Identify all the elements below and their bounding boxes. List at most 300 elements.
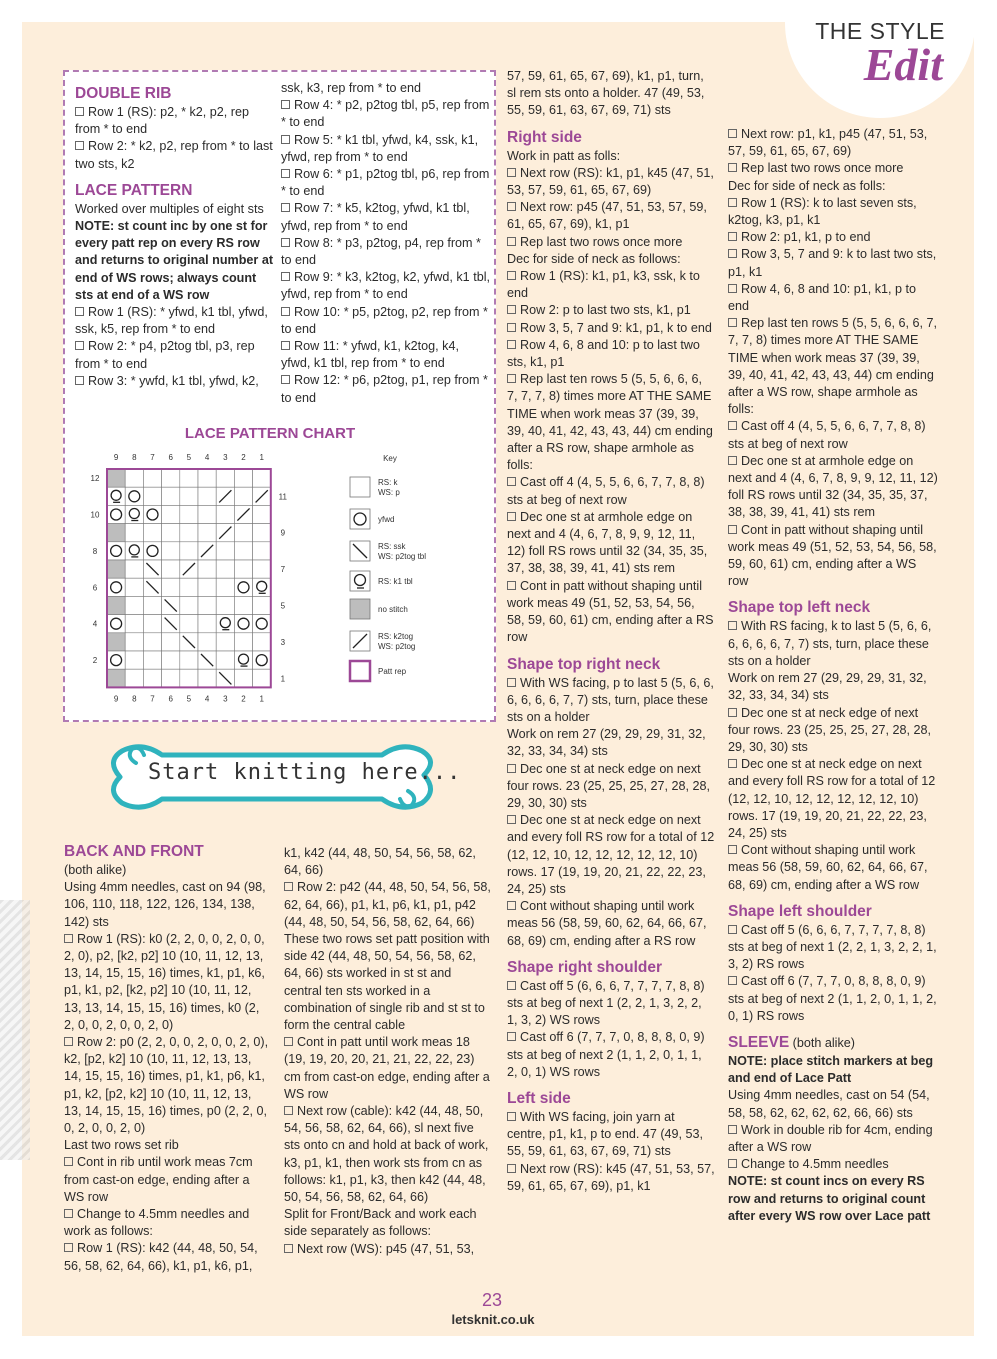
chart-cell xyxy=(216,578,234,596)
pattern-line xyxy=(507,726,715,760)
start-knitting-text: Start knitting here... xyxy=(148,760,462,785)
chart-cell xyxy=(234,524,252,542)
pattern-line-text: Split for Front/Back and work each side separately as follows: xyxy=(284,1207,477,1239)
pattern-line xyxy=(507,578,715,647)
checkbox-icon xyxy=(284,1037,293,1046)
pattern-line-text: Rep last two rows once more xyxy=(741,161,904,176)
lace-intro: Worked over multiples of eight sts xyxy=(75,201,264,216)
pattern-line-text: Row 3, 5, 7 and 9: k1, p1, k to end xyxy=(520,320,712,335)
pattern-line xyxy=(507,509,715,578)
checkbox-icon xyxy=(507,901,516,910)
pattern-line xyxy=(728,229,940,246)
chart-cell xyxy=(143,633,161,651)
section-heading: Right side xyxy=(507,128,582,146)
pattern-line xyxy=(728,160,940,177)
pattern-line xyxy=(64,1034,269,1137)
chart-cell xyxy=(180,505,198,523)
badge-title: THE STYLE xyxy=(815,18,945,44)
chart-column-number: 7 xyxy=(150,453,155,462)
chart-cell xyxy=(162,505,180,523)
pattern-line-text: Row 6: * p1, p2tog tbl, p6, rep from * to end xyxy=(281,167,490,199)
key-label: WS: p xyxy=(378,488,400,497)
pattern-line xyxy=(507,675,715,727)
double-rib-heading: DOUBLE RIB xyxy=(75,85,172,102)
pattern-line-text: Cont without shaping until work meas 56 (58, 59, 60, 62, 64, 66, 67, 68, 69) cm, ending after a WS row xyxy=(728,843,928,892)
chart-cell xyxy=(253,615,271,633)
pattern-line-text: Dec one st at armhole edge on next and 4 (4, 6, 7, 8, 9, 9, 12, 11, 12) foll RS rows until 32 (34, 35, 35, 37, 38, 38, 39, 41, 41) sts rem xyxy=(728,453,938,520)
chart-cell xyxy=(143,596,161,614)
pattern-line xyxy=(728,842,940,894)
chart-cell xyxy=(253,469,271,487)
pattern-line xyxy=(728,178,940,195)
pattern-line xyxy=(728,1156,940,1173)
chart-cell xyxy=(107,669,125,687)
checkbox-icon xyxy=(64,1037,73,1046)
checkbox-icon xyxy=(728,759,737,768)
checkbox-icon xyxy=(728,284,737,293)
chart-cell xyxy=(253,505,271,523)
chart-cell xyxy=(162,669,180,687)
pattern-line xyxy=(507,1109,715,1161)
pattern-line xyxy=(728,418,940,452)
back-front-heading: BACK AND FRONT xyxy=(64,843,204,860)
chart-cell xyxy=(107,560,125,578)
chart-cell xyxy=(143,669,161,687)
checkbox-icon xyxy=(281,375,290,384)
checkbox-icon xyxy=(728,163,737,172)
pattern-line-text: Last two rows set rib xyxy=(64,1138,179,1153)
pattern-line xyxy=(281,269,491,303)
pattern-line-text: Cont without shaping until work meas 56 (58, 59, 60, 62, 64, 66, 67, 68, 69) cm, ending after a RS row xyxy=(507,899,707,948)
checkbox-icon xyxy=(728,1125,737,1134)
pattern-line xyxy=(728,195,940,229)
chart-cell xyxy=(216,633,234,651)
pattern-line-text: Row 5: * k1 tbl, yfwd, k4, ssk, k1, yfwd, rep from * to end xyxy=(281,132,479,164)
checkbox-icon xyxy=(64,1157,73,1166)
key-label: RS: k1 tbl xyxy=(378,577,413,586)
chart-cell xyxy=(180,596,198,614)
pattern-line xyxy=(728,1087,940,1121)
checkbox-icon xyxy=(728,1159,737,1168)
checkbox-icon xyxy=(75,107,84,116)
pattern-line-text: Dec one st at neck edge of next four rows. 23 (25, 25, 25, 27, 28, 28, 29, 30, 30) sts xyxy=(728,705,932,754)
chart-cell xyxy=(162,469,180,487)
chart-cell xyxy=(143,542,161,560)
pattern-line-text: Cont in rib until work meas 7cm from cast-on edge, ending after a WS row xyxy=(64,1155,253,1204)
note-text: NOTE: st count incs on every RS row and returns to original count after every WS row over Lace patt xyxy=(728,1174,931,1223)
pattern-line-text: Row 8: * p3, p2tog, p4, rep from * to end xyxy=(281,235,481,268)
checkbox-icon xyxy=(64,934,73,943)
chart-cell xyxy=(143,505,161,523)
pattern-line-text: Cast off 6 (7, 7, 7, 0, 8, 8, 8, 0, 9) sts at beg of next 2 (1, 1, 2, 0, 1, 1, 2, 0, 1) RS rows xyxy=(728,974,937,1023)
chart-cell xyxy=(125,669,143,687)
pattern-line-text: Cast off 5 (6, 6, 6, 7, 7, 7, 7, 8, 8) sts at beg of next 1 (2, 2, 1, 3, 2, 2, 1, 3, 2) RS rows xyxy=(728,922,937,972)
checkbox-icon xyxy=(507,981,516,990)
chart-cell xyxy=(143,651,161,669)
pattern-line-text: Row 4, 6, 8 and 10: p1, k1, p to end xyxy=(728,281,917,314)
chart-cell xyxy=(216,542,234,560)
checkbox-icon xyxy=(507,237,516,246)
section-subheading: (both alike) xyxy=(789,1035,855,1050)
pattern-line-text: Next row (WS): p45 (47, 51, 53, xyxy=(297,1241,475,1256)
pattern-line xyxy=(728,246,940,280)
pattern-line xyxy=(64,1137,269,1154)
pattern-line-text: Using 4mm needles, cast on 54 (54, 58, 58, 62, 62, 62, 62, 66, 66) sts xyxy=(728,1088,930,1120)
pattern-line-text: Cont in patt without shaping until work meas 49 (51, 52, 53, 54, 56, 58, 59, 60, 61) cm, ending after a RS row xyxy=(507,578,714,645)
chart-cell xyxy=(107,633,125,651)
chart-cell xyxy=(162,633,180,651)
chart-column-number: 8 xyxy=(132,453,137,462)
pattern-line xyxy=(281,80,491,97)
pattern-line-text: Row 1 (RS): k0 (2, 2, 0, 0, 2, 0, 0, 2, 0), p2, [k2, p2] 10 (10, 11, 12, 13, 13, 14, 15, 15, 16) times, k1, p1, k6, p1, k1, p2, [k2, p2] 10 (10, 11, 12, 13, 13, 14, 15, 15, 16) times, k0 (2, 2, 0, 0, 2, 0, 0, 2, 0) xyxy=(64,931,265,1032)
chart-column-number: 5 xyxy=(186,453,192,462)
checkbox-icon xyxy=(281,203,290,212)
checkbox-icon xyxy=(284,1244,293,1253)
chart-column-number: 2 xyxy=(241,453,246,462)
pattern-line xyxy=(281,166,491,200)
pattern-line xyxy=(507,148,715,165)
pattern-line xyxy=(728,1122,940,1156)
chart-column-number: 3 xyxy=(223,453,228,462)
pattern-line-text: Work in patt as folls: xyxy=(507,148,621,163)
chart-cell xyxy=(180,669,198,687)
pattern-line-text: Row 3, 5, 7 and 9: k to last two sts, p1, k1 xyxy=(728,247,937,279)
chart-cell xyxy=(107,469,125,487)
pattern-line-text: Change to 4.5mm needles and work as follows: xyxy=(64,1207,250,1239)
pattern-line-text: ssk, k3, rep from * to end xyxy=(281,81,421,95)
chart-cell xyxy=(125,524,143,542)
chart-cell xyxy=(125,596,143,614)
right-left-side-column xyxy=(507,68,715,1195)
pattern-line xyxy=(64,931,269,1034)
pattern-line xyxy=(281,97,491,131)
lace-pattern-chart xyxy=(80,447,480,712)
checkbox-icon xyxy=(507,271,516,280)
chart-cell xyxy=(143,487,161,505)
chart-cell xyxy=(107,615,125,633)
pattern-line-text: Row 3: * ywfd, k1 tbl, yfwd, k2, xyxy=(88,373,259,388)
pattern-line xyxy=(64,1154,269,1206)
pattern-line-text: With WS facing, p to last 5 (5, 6, 6, 6, 6, 6, 6, 7, 7) sts, turn, place these sts on a holder xyxy=(507,675,714,724)
pattern-line-text: Dec one st at neck edge on next four rows. 23 (25, 25, 25, 27, 28, 28, 29, 30, 30) sts xyxy=(507,761,711,810)
chart-cell xyxy=(162,560,180,578)
pattern-line xyxy=(507,234,715,251)
chart-cell xyxy=(216,469,234,487)
pattern-line-text: Cont in patt without shaping until work meas 49 (51, 52, 53, 54, 56, 58, 59, 60, 61) cm, ending after a WS row xyxy=(728,522,937,589)
pattern-line-text: Row 2: p0 (2, 2, 0, 0, 2, 0, 0, 2, 0), k2, [p2, k2] 10 (10, 11, 12, 13, 13, 14, 15, 15, 16) times, p1, k1, p6, k1, p1, k2, [p2, k2] 10 (10, 11, 12, 13, 13, 14, 15, 15, 16) times, p0 (2, 2, 0, 0, 2, 0, 0, 2, 0) xyxy=(64,1035,269,1136)
chart-cell xyxy=(180,542,198,560)
key-swatch xyxy=(350,661,370,681)
chart-cell xyxy=(180,469,198,487)
pattern-line xyxy=(507,978,715,1030)
section-heading: Left side xyxy=(507,1089,571,1107)
pattern-line-text: Rep last ten rows 5 (5, 5, 6, 6, 6, 7, 7, 7, 8) times more AT THE SAME TIME when work meas 37 (39, 39, 39, 40, 41, 42, 43, 43, 44) cm ending after a RS row, shape armhole as folls: xyxy=(507,372,713,473)
pattern-line xyxy=(507,371,715,474)
pattern-line-text: Work on rem 27 (29, 29, 29, 31, 32, 32, 33, 34, 34) sts xyxy=(728,671,927,703)
chart-column-number: 3 xyxy=(223,694,228,704)
checkbox-icon xyxy=(281,100,290,109)
pattern-line-text: These two rows set patt position with side 42 (44, 48, 50, 54, 56, 58, 62, 64, 66) sts worked in st st and central ten sts worked in a combination of single rib and st st to form the central cable xyxy=(284,932,490,1033)
key-label: RS: k xyxy=(378,478,398,487)
pattern-line xyxy=(507,898,715,950)
double-rib-rows xyxy=(75,104,275,173)
lace-note: NOTE: st count inc by one st for every patt rep on every RS row and returns to original number at end of WS rows; always count sts at end of a WS row xyxy=(75,219,274,302)
pattern-line-text: Cast off 4 (4, 5, 5, 6, 6, 7, 7, 8, 8) sts at beg of next row xyxy=(507,475,705,507)
chart-cell xyxy=(162,578,180,596)
chart-cell xyxy=(234,542,252,560)
pattern-line xyxy=(507,302,715,319)
pattern-line xyxy=(728,281,940,315)
chart-cell xyxy=(198,560,216,578)
pattern-line-text: 57, 59, 61, 65, 67, 69), k1, p1, turn, sl rem sts onto a holder. 47 (49, 53, 55, 59, 61, 63, 67, 69, 71) sts xyxy=(507,69,705,118)
checkbox-icon xyxy=(64,1243,73,1252)
checkbox-icon xyxy=(507,168,516,177)
pattern-line-text: Rep last two rows once more xyxy=(520,234,683,249)
pattern-line xyxy=(281,200,491,234)
chart-cell xyxy=(198,469,216,487)
checkbox-icon xyxy=(728,708,737,717)
pattern-line-text: Row 2: p42 (44, 48, 50, 54, 56, 58, 62, 64, 66), p1, k1, p6, k1, p1, p42 (44, 48, 50, 54, 56, 58, 62, 64, 66) xyxy=(284,880,491,929)
checkbox-icon xyxy=(75,141,84,150)
chart-cell xyxy=(198,578,216,596)
pattern-line xyxy=(507,268,715,302)
chart-cell xyxy=(234,669,252,687)
pattern-line xyxy=(507,812,715,898)
chart-cell xyxy=(198,669,216,687)
checkbox-icon xyxy=(75,341,84,350)
chart-cell xyxy=(198,524,216,542)
pattern-line xyxy=(284,845,492,879)
checkbox-icon xyxy=(281,169,290,178)
chart-column-number: 4 xyxy=(204,694,210,704)
checkbox-icon xyxy=(507,1032,516,1041)
key-swatch xyxy=(350,599,370,619)
chart-cell xyxy=(125,633,143,651)
checkbox-icon xyxy=(507,305,516,314)
checkbox-icon xyxy=(507,512,516,521)
key-label: WS: p2tog tbl xyxy=(378,552,427,561)
chart-cell xyxy=(180,615,198,633)
chart-row-number: 1 xyxy=(280,674,286,684)
pattern-line-text: Dec for side of neck as folls: xyxy=(728,178,886,193)
checkbox-icon xyxy=(728,318,737,327)
pattern-line xyxy=(281,304,491,338)
checkbox-icon xyxy=(281,238,290,247)
pattern-line-text: Next row: p45 (47, 51, 53, 57, 59, 61, 65, 67, 69), k1, p1 xyxy=(507,200,707,232)
section-heading: Shape left shoulder xyxy=(728,902,872,920)
checkbox-icon xyxy=(507,323,516,332)
chart-cell xyxy=(198,505,216,523)
chart-column-number: 9 xyxy=(113,694,119,704)
chart-cell xyxy=(125,487,143,505)
pattern-line-text: Next row (RS): k45 (47, 51, 53, 57, 59, 61, 65, 67, 69), p1, k1 xyxy=(507,1161,715,1193)
pattern-line-text: Next row (RS): k1, p1, k45 (47, 51, 53, 57, 59, 61, 65, 67, 69) xyxy=(507,165,714,198)
chart-column-number: 4 xyxy=(204,453,210,462)
key-label: no stitch xyxy=(378,605,408,614)
checkbox-icon xyxy=(507,374,516,383)
chart-column-number: 6 xyxy=(168,694,173,704)
chart-cell xyxy=(125,651,143,669)
pattern-line-text: Row 1 (RS): * yfwd, k1 tbl, yfwd, ssk, k5, rep from * to end xyxy=(75,305,268,337)
checkbox-icon xyxy=(728,249,737,258)
pattern-line xyxy=(507,320,715,337)
pattern-line-text: Row 4, 6, 8 and 10: p to last two sts, k1, p1 xyxy=(507,337,700,370)
chart-cell xyxy=(198,487,216,505)
pattern-line xyxy=(507,337,715,371)
checkbox-icon xyxy=(507,581,516,590)
section-heading: SLEEVE (both alike) xyxy=(728,1033,855,1051)
chart-column-number: 5 xyxy=(186,694,192,704)
chart-cell xyxy=(234,596,252,614)
checkbox-icon xyxy=(64,1209,73,1218)
pattern-line-text: Row 9: * k3, k2tog, k2, yfwd, k1 tbl, yfwd, rep from * to end xyxy=(281,270,490,302)
pattern-line-text: Row 1 (RS): p2, * k2, p2, rep from * to end xyxy=(75,105,249,137)
chart-cell xyxy=(125,469,143,487)
pattern-line xyxy=(507,1029,715,1081)
chart-cell xyxy=(216,560,234,578)
chart-cell xyxy=(253,651,271,669)
chart-cell xyxy=(198,596,216,614)
pattern-line xyxy=(507,68,715,120)
pattern-line-text: Next row (cable): k42 (44, 48, 50, 54, 56, 58, 62, 64, 66), sl next five sts onto cn and hold at back of work, k3, p1, k1, then work sts from cn as follows: k1, p1, k3, then k42 (44, 48, 50, 54, 56, 58, 62, 64, 66) xyxy=(284,1104,489,1205)
pattern-line xyxy=(75,373,275,390)
checkbox-icon xyxy=(281,307,290,316)
key-label: RS: ssk xyxy=(378,542,406,551)
pattern-line-text: Row 2: p to last two sts, k1, p1 xyxy=(520,303,691,318)
photo-edge-decoration xyxy=(0,900,30,1160)
pattern-line xyxy=(75,104,275,138)
chart-cell xyxy=(180,524,198,542)
chart-column-number: 7 xyxy=(150,694,155,704)
back-front-continued xyxy=(284,845,492,1258)
checkbox-icon xyxy=(728,198,737,207)
chart-cell xyxy=(216,651,234,669)
pattern-line xyxy=(728,670,940,704)
key-title: Key xyxy=(383,454,397,463)
pattern-line xyxy=(64,1240,269,1274)
checkbox-icon xyxy=(728,232,737,241)
chart-cell xyxy=(162,524,180,542)
chart-column-number: 2 xyxy=(241,694,246,704)
pattern-line-text: Row 12: * p6, p2tog, p1, rep from * to end xyxy=(281,373,488,405)
chart-cell xyxy=(162,487,180,505)
chart-cell xyxy=(107,524,125,542)
checkbox-icon xyxy=(728,621,737,630)
chart-cell xyxy=(234,633,252,651)
section-heading: Shape top right neck xyxy=(507,655,661,673)
pattern-line-text: Row 1 (RS): k42 (44, 48, 50, 54, 56, 58, 62, 64, 66), k1, p1, k6, p1, xyxy=(64,1241,258,1273)
site-url: letsknit.co.uk xyxy=(451,1312,535,1327)
pattern-line xyxy=(281,338,491,372)
checkbox-icon xyxy=(75,376,84,385)
pattern-line xyxy=(728,315,940,418)
key-swatch xyxy=(350,477,370,497)
chart-cell xyxy=(107,596,125,614)
chart-column-number: 8 xyxy=(132,694,137,704)
lace-rows-continued xyxy=(281,80,491,407)
pattern-line-text: Row 2: * k2, p2, rep from * to last two sts, k2 xyxy=(75,139,273,171)
chart-cell xyxy=(107,578,125,596)
checkbox-icon xyxy=(507,1164,516,1173)
chart-row-number: 10 xyxy=(90,510,100,520)
page-number: 23 xyxy=(481,1290,503,1310)
chart-cell xyxy=(253,633,271,651)
pattern-line-text: Using 4mm needles, cast on 94 (98, 106, 110, 118, 122, 126, 134, 138, 142) sts xyxy=(64,880,266,929)
pattern-line-text: Cont in patt until work meas 18 (19, 19, 20, 20, 21, 21, 22, 22, 23) cm from cast-on edge, ending after a WS row xyxy=(284,1035,490,1101)
pattern-line-text: Next row: p1, k1, p45 (47, 51, 53, 57, 59, 61, 65, 67, 69) xyxy=(728,127,928,159)
pattern-line xyxy=(728,618,940,670)
chart-cell xyxy=(180,487,198,505)
pattern-line xyxy=(284,1034,492,1103)
chart-cell xyxy=(234,615,252,633)
pattern-line xyxy=(728,453,940,522)
chart-row-number: 4 xyxy=(92,619,98,629)
pattern-line xyxy=(284,879,492,931)
checkbox-icon xyxy=(507,202,516,211)
chart-cell xyxy=(180,651,198,669)
pattern-line-text: Row 1 (RS): k1, p1, k3, ssk, k to end xyxy=(507,269,700,301)
key-label: WS: p2tog xyxy=(378,642,416,651)
chart-cell xyxy=(125,615,143,633)
chart-cell xyxy=(253,542,271,560)
checkbox-icon xyxy=(728,976,737,985)
pattern-line xyxy=(284,1206,492,1240)
chart-cell xyxy=(234,578,252,596)
checkbox-icon xyxy=(507,340,516,349)
chart-column-number: 1 xyxy=(259,694,264,704)
pattern-line xyxy=(75,304,275,338)
key-label: RS: k2tog xyxy=(378,632,414,641)
chart-cell xyxy=(143,469,161,487)
pattern-line-text: Dec one st at neck edge on next and every foll RS row for a total of 12 (12, 12, 10, 12, 12, 12, 12, 12, 10) rows. 17 (19, 19, 20, 21, 22, 22, 23, 24, 25) sts xyxy=(507,813,715,896)
chart-column-number: 6 xyxy=(168,453,173,462)
chart-row-number: 3 xyxy=(280,637,286,647)
pattern-line xyxy=(728,922,940,974)
chart-cell xyxy=(253,669,271,687)
pattern-line xyxy=(281,235,491,269)
pattern-line-text: Row 2: p1, k1, p to end xyxy=(741,230,871,245)
checkbox-icon xyxy=(281,135,290,144)
chart-title: LACE PATTERN CHART xyxy=(184,425,356,442)
chart-row-number: 11 xyxy=(278,492,287,502)
chart-cell xyxy=(143,524,161,542)
checkbox-icon xyxy=(728,129,737,138)
checkbox-icon xyxy=(728,456,737,465)
badge-edit-logo: Edit xyxy=(863,39,943,90)
chart-row-number: 8 xyxy=(92,546,98,556)
section-heading: Shape top left neck xyxy=(728,599,871,617)
checkbox-icon xyxy=(281,341,290,350)
pattern-line-text: k1, k42 (44, 48, 50, 54, 56, 58, 62, 64, 66) xyxy=(284,846,476,878)
chart-cell xyxy=(143,615,161,633)
chart-row-number: 7 xyxy=(280,565,286,575)
pattern-line xyxy=(284,1103,492,1206)
pattern-line xyxy=(728,756,940,842)
pattern-line xyxy=(281,132,491,166)
key-label: Patt rep xyxy=(378,667,407,676)
pattern-line-text: Dec for side of neck as follows: xyxy=(507,251,681,266)
pattern-line xyxy=(64,879,269,931)
checkbox-icon xyxy=(284,882,293,891)
chart-row-number: 9 xyxy=(280,528,286,538)
checkbox-icon xyxy=(507,1112,516,1121)
pattern-line xyxy=(728,126,940,160)
checkbox-icon xyxy=(728,421,737,430)
chart-cell xyxy=(162,542,180,560)
checkbox-icon xyxy=(728,925,737,934)
back-front-lines xyxy=(64,862,269,1275)
pattern-line-text: Row 1 (RS): k to last seven sts, k2tog, k3, p1, k1 xyxy=(728,195,917,228)
